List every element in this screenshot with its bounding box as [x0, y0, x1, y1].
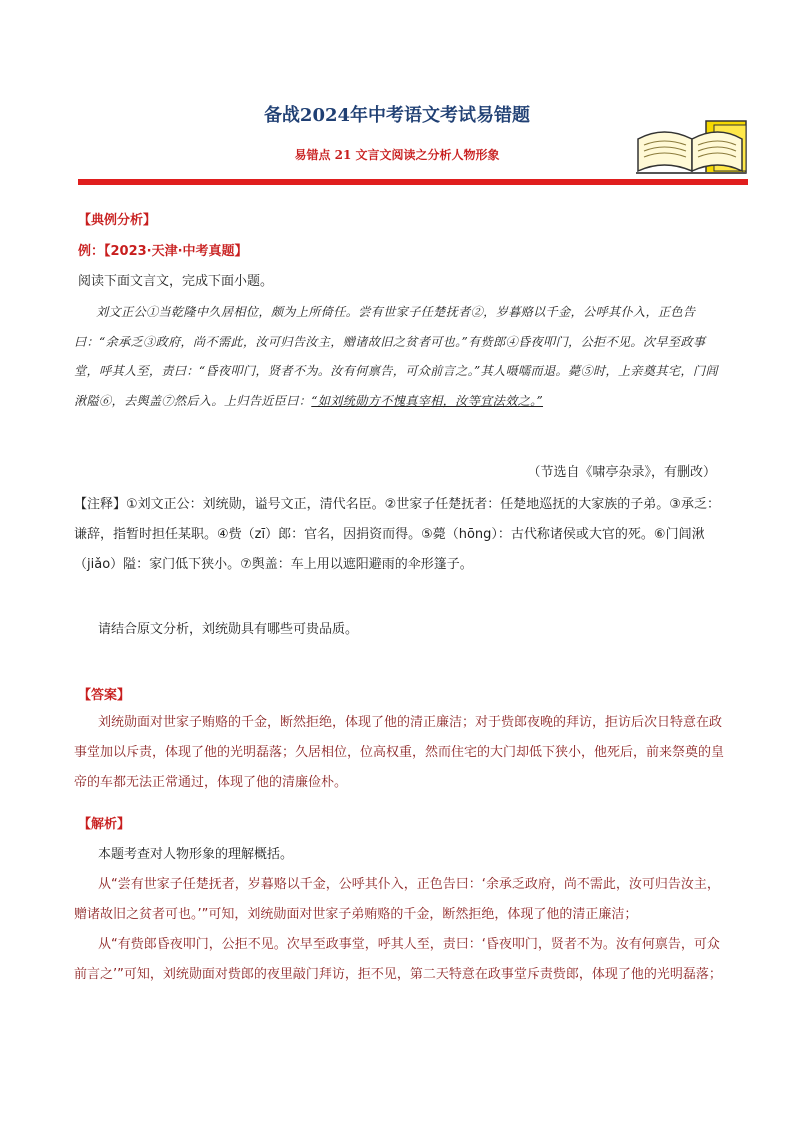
analysis-paragraph-2: 从“尝有世家子任楚抚者，岁暮赂以千金，公呼其仆入，正色告曰：‘余承乏政府，尚不需此，汝可归告汝主，赠诸故旧之贫者可也。’”可知，刘统勋面对世家子弟贿赂的千金，断然拒绝，体现了他的清正廉洁；: [74, 877, 720, 922]
example-label: 例：【2023·天津·中考真题】: [78, 244, 248, 259]
classical-passage: [74, 298, 724, 416]
example-instruction: 阅读下面文言文，完成下面小题。: [78, 274, 274, 289]
answer-text: 刘统勋面对世家子贿赂的千金，断然拒绝，体现了他的清正廉洁；对于赀郎夜晚的拜访，拒访后次日特意在政事堂加以斥责，体现了他的光明磊落；久居相位，位高权重，然而住宅的大门却低下狭小，他死后，前来祭奠的皇帝的车都无法正常通过，体现了他的清廉俭朴。: [74, 715, 725, 790]
section-heading-analysis: 【解析】: [78, 817, 131, 832]
analysis-paragraph-1: 本题考查对人物形象的理解概括。: [98, 847, 294, 862]
analysis-paragraph-3: 从“有赀郎昏夜叩门，公拒不见。次早至政事堂，呼其人至，责曰：‘昏夜叩门，贤者不为。汝有何禀告，可众前言之’”可知，刘统勋面对赀郎的夜里敲门拜访，拒不见，第二天特意在政事堂斥责赀郎，体现了他的光明磊落；: [74, 937, 722, 982]
section-heading-answer: 【答案】: [78, 688, 131, 703]
page-subtitle: 易错点 21 文言文阅读之分析人物形象: [294, 148, 500, 162]
passage-text: 刘文正公①当乾隆中久居相位，颇为上所倚任。尝有世家子任楚抚者②，岁暮赂以千金，公呼其仆入，正色告曰：“余承乏③政府，尚不需此，汝可归告汝主，赠诸故旧之贫者可也。”有赀郎④昏夜叩门，公拒不见。次早至政事堂，呼其人至，责曰：“昏夜叩门，贤者不为。汝有何禀告，可众前言之。”其人嗫嚅而退。薨⑤时，上亲奠其宅，门闾湫隘⑥，去舆盖⑦然后入。上归告近臣曰：: [74, 305, 718, 408]
section-heading-example: 【典例分析】: [78, 213, 157, 228]
page-title: 备战2024年中考语文考试易错题: [263, 105, 531, 126]
annotations: 【注释】①刘文正公：刘统勋，谥号文正，清代名臣。②世家子任楚抚者：任楚地巡抚的大家族的子弟。③承乏：谦辞，指暂时担任某职。④赀（zī）郎：官名，因捐资而得。⑤薨（hōng）：古代称诸侯或大官的死。⑥门闾湫（jiǎo）隘：家门低下狭小。⑦舆盖：车上用以遮阳避雨的伞形篷子。: [74, 497, 720, 572]
passage-source: （节选自《啸亭杂录》，有删改）: [527, 465, 716, 480]
open-book-icon: [634, 117, 750, 177]
passage-underlined-quote: “如刘统勋方不愧真宰相，汝等宜法效之。”: [311, 393, 544, 408]
header-rule: [78, 179, 748, 185]
question-text: 请结合原文分析，刘统勋具有哪些可贵品质。: [98, 622, 359, 637]
